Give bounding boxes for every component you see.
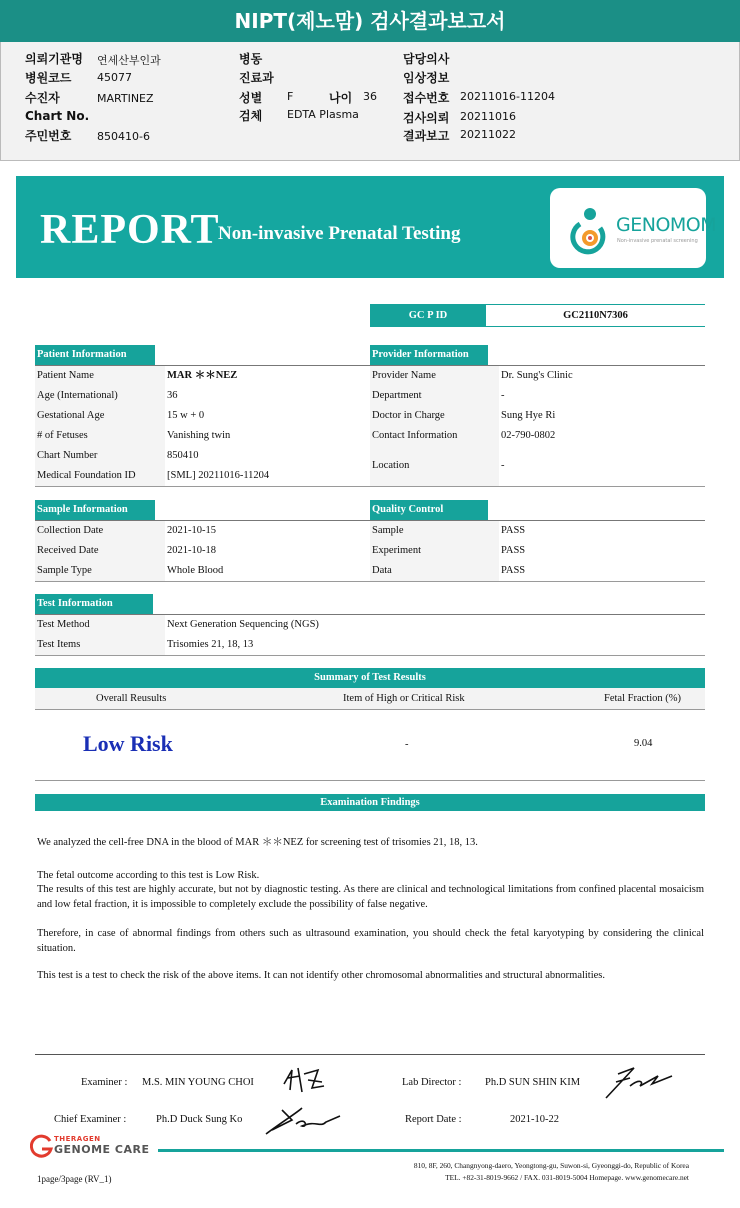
chief-examiner-signature [262,1100,344,1140]
sample-row-label: Collection Date [37,525,104,536]
sample-row [35,561,370,582]
test-row-value: Trisomies 21, 18, 13 [167,639,254,650]
patient-row [35,446,370,467]
patient-info-header: Patient Information [35,345,155,365]
label-clinical-info: 임상정보 [403,71,450,85]
sample-info-header: Sample Information [35,500,155,520]
provider-row-label: Doctor in Charge [372,410,445,421]
logo-genomecare-text: GENOME CARE [54,1143,150,1156]
provider-row [370,366,705,387]
label-institution: 의뢰기관명 [25,52,83,66]
quality-control-header: Quality Control [370,500,488,520]
provider-row-value: - [501,390,505,401]
test-row-label: Test Items [37,639,81,650]
summary-col-fetal-fraction: Fetal Fraction (%) [604,693,681,704]
quality-row [370,521,705,542]
patient-row [35,466,370,487]
logo-tagline: Non-invasive prenatal screening [617,238,698,244]
label-hospital-code: 병원코드 [25,71,72,85]
patient-info-section [35,345,370,365]
footer-rule [158,1149,724,1152]
value-examinee: MARTINEZ [97,92,154,105]
lab-director-label: Lab Director : [402,1077,462,1088]
summary-column-headers [35,688,705,710]
high-risk-item-value: - [405,739,409,750]
banner-report-text: REPORT [40,207,220,253]
summary-col-overall: Overall Reusults [96,693,167,704]
report-banner [16,176,724,278]
quality-row [370,561,705,582]
examiner-signature [278,1062,330,1098]
label-id-no: 주민번호 [25,129,72,143]
quality-row-label: Data [372,565,392,576]
provider-info-header: Provider Information [370,345,488,365]
patient-row [35,366,370,387]
sample-row [35,541,370,562]
provider-row-label: Location [372,460,410,471]
patient-row [35,406,370,427]
provider-row-value: Sung Hye Ri [501,410,556,421]
test-row-value: Next Generation Sequencing (NGS) [167,619,319,630]
label-chart-no: Chart No. [25,109,90,123]
sample-info-section [35,500,370,520]
patient-row-label: Chart Number [37,450,98,461]
provider-row-value: Dr. Sung's Clinic [501,370,573,381]
quality-row-label: Sample [372,525,404,536]
sample-row-value: 2021-10-18 [167,545,216,556]
value-hospital-code: 45077 [97,71,132,84]
label-receipt-no: 접수번호 [403,91,450,105]
sample-row-value: 2021-10-15 [167,525,216,536]
examiner-name: M.S. MIN YOUNG CHOI [142,1077,254,1088]
report-title-bar [0,0,740,42]
provider-row-value: - [501,460,505,471]
value-report-date: 20211022 [460,128,516,141]
patient-row [35,426,370,447]
overall-result-low-risk: Low Risk [83,731,173,756]
report-date-value: 2021-10-22 [510,1114,559,1125]
summary-col-risk-item: Item of High or Critical Risk [343,693,465,704]
patient-row-value: [SML] 20211016-11204 [167,470,270,481]
patient-row-label: # of Fetuses [37,430,88,441]
logo-theragen-text: THERAGEN [54,1135,101,1143]
value-institution: 연세산부인과 [97,54,161,67]
value-request-date: 20211016 [460,110,516,123]
theragen-logo-icon [30,1134,54,1158]
genomom-logo [550,188,717,268]
quality-row-value: PASS [501,525,526,536]
patient-row [35,386,370,407]
findings-paragraph-3: Therefore, in case of abnormal findings from others such as ultrasound examination, you should check the fetal karyotyping by considering the clinical situation. [37,928,704,954]
label-department: 진료과 [239,71,274,85]
test-row-label: Test Method [37,619,90,630]
findings-header: Examination Findings [35,794,705,811]
findings-paragraph-4: This test is a test to check the risk of the above items. It can not identify other chromosomal abnormalities and structural abnormalities. [37,970,606,981]
patient-row-label: Gestational Age [37,410,105,421]
provider-info-section [370,345,705,365]
quality-control-section [370,500,705,520]
test-info-header: Test Information [35,594,153,614]
header-info-panel [0,42,740,161]
summary-header: Summary of Test Results [35,668,705,688]
page-number: 1page/3page (RV_1) [37,1174,112,1184]
value-sex: F [287,90,294,103]
findings-paragraph-2b: The results of this test are highly accurate, but not by diagnostic testing. As there are clinical and technological limitations from confined placental mosaicism and low fetal fraction, it is impossible to completely exclude the possibility of false negative. [37,884,704,910]
genomom-logo-icon [568,202,612,258]
fetal-fraction-value: 9.04 [634,738,653,749]
banner-subtitle: Non-invasive Prenatal Testing [218,223,461,244]
label-request-date: 검사의뢰 [403,111,450,125]
patient-row-value: 36 [167,390,178,401]
provider-row [370,406,705,427]
chief-examiner-label: Chief Examiner : [54,1114,127,1125]
patient-row-value: 850410 [167,450,199,461]
label-examinee: 수진자 [25,91,60,105]
footer-contact: TEL. +82-31-8019-9662 / FAX. 031-8019-5004 Homepage. www.genomecare.net [445,1173,689,1182]
findings-paragraph-2a: The fetal outcome according to this test is Low Risk. [37,870,260,881]
test-row [35,635,705,656]
test-info-section [35,594,705,614]
quality-row [370,541,705,562]
value-specimen: EDTA Plasma [287,108,359,121]
sample-row [35,521,370,542]
report-date-label: Report Date : [405,1114,462,1125]
theragen-logo [30,1134,160,1160]
findings-paragraph-1: We analyzed the cell-free DNA in the blood of MAR ＊＊NEZ for screening test of trisomies 21, 18, 13. [37,837,478,848]
report-title: NIPT(제노맘) 검사결과보고서 [234,9,506,33]
value-id-no: 850410-6 [97,130,150,143]
patient-row-value: MAR ＊＊NEZ [167,370,238,381]
label-doctor: 담당의사 [403,52,450,66]
quality-row-value: PASS [501,545,526,556]
patient-row-label: Patient Name [37,370,94,381]
label-specimen: 검체 [239,109,263,123]
quality-row-label: Experiment [372,545,421,556]
provider-row-value: 02-790-0802 [501,430,556,441]
provider-row-label: Contact Information [372,430,458,441]
footer-address-block [368,1160,689,1184]
lab-director-name: Ph.D SUN SHIN KIM [485,1077,581,1088]
patient-row-label: Medical Foundation ID [37,470,136,481]
provider-row-label: Department [372,390,422,401]
examiner-label: Examiner : [81,1077,128,1088]
patient-row-label: Age (International) [37,390,118,401]
label-sex: 성별 [239,91,263,105]
provider-row [370,426,705,447]
provider-row-label: Provider Name [372,370,436,381]
label-report-date: 결과보고 [403,129,450,143]
gcp-id-label: GC P ID [370,305,486,326]
test-row [35,615,705,636]
provider-row [370,386,705,407]
value-age: 36 [363,90,377,103]
label-age: 나이 [329,91,353,105]
sample-row-label: Received Date [37,545,99,556]
sample-row-value: Whole Blood [167,565,224,576]
quality-row-value: PASS [501,565,526,576]
provider-row [370,446,705,487]
value-receipt-no: 20211016-11204 [460,90,555,103]
lab-director-signature [600,1060,676,1102]
sample-row-label: Sample Type [37,565,92,576]
label-ward: 병동 [239,52,263,66]
footer-address: 810, 8F, 260, Changnyong-daero, Yeongtong-gu, Suwon-si, Gyeonggi-do, Republic of Korea [413,1161,689,1170]
gcp-id-value: GC2110N7306 [563,310,628,321]
patient-row-value: Vanishing twin [167,430,231,441]
logo-name: GENOMOM [616,214,717,236]
gcp-id-row [370,304,705,327]
chief-examiner-name: Ph.D Duck Sung Ko [156,1114,243,1125]
patient-row-value: 15 w + 0 [167,410,205,421]
